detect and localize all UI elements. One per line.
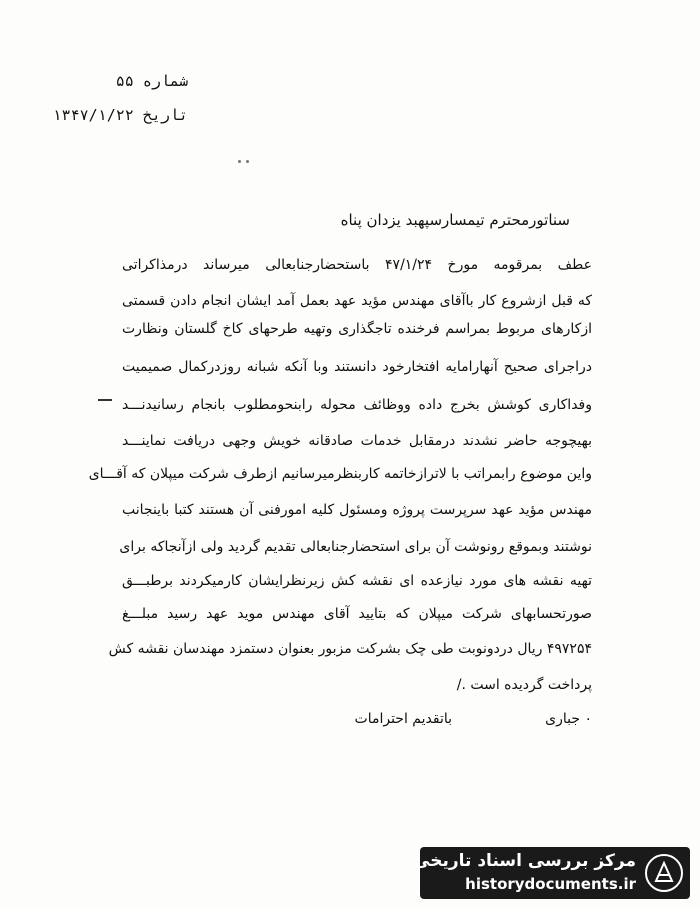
signature: ۰ جباری <box>545 711 592 727</box>
body-line: دراجرای صحیح آنهارامایه افتخارخود دانستند وبا آنکه شبانه روزدرکمال صمیمیت <box>122 359 592 375</box>
letter-number: شماره ۵۵ <box>115 72 188 90</box>
scan-speck <box>246 160 249 163</box>
watermark <box>413 847 690 899</box>
scan-speck <box>238 160 241 163</box>
body-line: تهیه نقشه های مورد نیازعده ای نقشه کش زیرنظرایشان کارمیکردند برطبـــق <box>122 573 592 589</box>
body-line: ۴۹۷۲۵۴ ریال دردونوبت طی چک بشرکت مزبور بعنوان دستمزد مهندسان نقشه کش <box>108 641 592 657</box>
closing: باتقدیم احترامات <box>354 711 452 727</box>
archive-logo-icon <box>644 853 684 893</box>
body-line: نوشتند وبموقع رونوشت آن برای استحضارجنابعالی تقدیم گردید ولی ازآنجاکه برای <box>119 539 592 555</box>
salutation: سناتورمحترم تیمسارسپهبد یزدان پناه <box>340 211 570 229</box>
body-line: صورتحسابهای شرکت میپلان که بتایید آقای مهندس موید عهد رسید مبلـــغ <box>122 606 592 622</box>
body-line: مهندس مؤید عهد سرپرست پروژه ومسئول کلیه امورفنی آن هستند کتبا باینجانب <box>122 502 592 518</box>
body-line: عطف بمرقومه مورخ ۴۷/۱/۲۴ باستحضارجنابعالی میرساند درمذاکراتی <box>122 257 593 273</box>
body-line: که قبل ازشروع کار باآقای مهندس مؤید عهد بعمل آمد ایشان انجام دادن قسمتی <box>122 293 592 309</box>
body-line: بهیچوجه حاضر نشدند درمقابل خدمات صادقانه خویش وجهی دریافت نماینـــد <box>122 433 592 449</box>
letter-date: تاریخ ۱۳۴۷/۱/۲۲ <box>52 106 188 124</box>
margin-mark <box>98 399 112 401</box>
body-line: واین موضوع رابمراتب با لاترازخاتمه کاربنظرمیرسانیم ازطرف شرکت میپلان که آقـــای <box>88 466 592 482</box>
body-line: وفداکاری کوشش بخرج داده ووظائف محوله رابنحومطلوب بانجام رسانیدنـــد <box>122 397 592 413</box>
watermark-url: historydocuments.ir <box>465 875 636 893</box>
body-line: ازکارهای مربوط بمراسم فرخنده تاجگذاری وتهیه طرحهای کاخ گلستان ونظارت <box>122 321 592 337</box>
watermark-name: مرکز بررسی اسناد تاریخی <box>413 851 636 871</box>
body-line: پرداخت گردیده است ./ <box>456 677 592 693</box>
